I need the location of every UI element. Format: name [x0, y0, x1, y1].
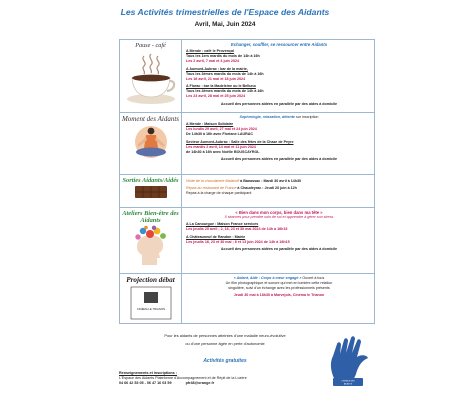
meditation-icon — [125, 124, 177, 162]
visit-line: Visite de la chocolaterie Malakoff à Banassac : Mardi 30 avril à 14h30 — [186, 179, 302, 183]
note-ateliers: Accueil des personnes aidées en parallèle par des aides à domicile — [220, 247, 338, 252]
place-mende-moment: A Mende : Maison Solidaire — [186, 122, 234, 127]
audience-line-1: Pour les aidants de personnes atteintes d'une maladie neuro-évolutive — [164, 333, 286, 338]
subheading-ateliers: 5 séances pour prendre soin de soi et apprendre à gérer son stress — [224, 215, 334, 219]
row-ateliers — [120, 208, 374, 274]
chocolate-icon — [131, 184, 171, 200]
logo-text-2: AIDANTS — [343, 383, 353, 386]
film-description-1: Un film photographique et sonore qui met en lumière cette relation — [225, 281, 333, 285]
row-sorties — [120, 175, 374, 208]
content-moment — [186, 115, 372, 162]
time-aumont-moment: de 14h30 à 16h avec Noëlle BOUSCAYROL — [186, 149, 260, 154]
dates-mende-moment: Les lundis 29 avril, 27 mai et 24 juin 2024 — [186, 127, 257, 132]
label-ateliers: Ateliers Bien-être des Aidants — [122, 210, 179, 224]
label-cell-sorties — [120, 175, 182, 207]
contact-org: L'Espace des Aidants Plateforme d'Accompagnement et de Répit de la Lozère — [119, 376, 247, 381]
place-mende-cafe: A Mende : café le Provençal — [186, 49, 235, 54]
label-projection: Projection débat — [126, 276, 175, 284]
film-description-2: singulière, suivi d'un échange avec les professionnels présents — [228, 286, 330, 290]
time-mende-moment: De 14h30 à 16h avec Floriane LAURAC — [186, 132, 253, 137]
content-projection — [186, 276, 372, 298]
logo-text-1: L'ESPACE DES — [341, 380, 355, 383]
label-cell-projection — [120, 274, 182, 323]
row-projection — [120, 274, 374, 323]
note-moment: Accueil des personnes aidées en parallèle par des aides à domicile — [220, 157, 338, 162]
dates-mende-cafe: Les 2 avril, 7 mai et 4 juin 2024 — [186, 59, 240, 64]
dates-aumont-moment: Les mardis 2 avril, 14 mai et 11 juin 2024 — [186, 144, 256, 149]
film-title-line: « Aidant, Aidé : Corps à cœur engagé » Ouvert à tous — [233, 276, 325, 280]
contact-line — [119, 381, 319, 386]
schedule-florac-cafe: Tous les 4èmes mardis du mois de 14h à 16h — [186, 89, 264, 94]
content-ateliers — [186, 210, 372, 252]
svg-text:CINÉMA LE TRIANON: CINÉMA LE TRIANON — [136, 307, 165, 311]
page-title: Les Activités trimestrielles de l'Espace des Aidants — [120, 7, 330, 17]
free-activities: Activités gratuites — [203, 358, 247, 364]
row-pause-cafe — [120, 40, 374, 113]
content-sorties — [186, 179, 372, 196]
coffee-cup-icon — [124, 50, 178, 106]
label-cell-pause-cafe — [120, 40, 182, 112]
hand-logo-icon — [321, 330, 383, 392]
contact-phones: 04 66 42 53 05 - 06 47 16 03 59 — [119, 381, 172, 386]
contact-title: Renseignements et inscriptions : — [119, 371, 177, 375]
meal-line: Repas au restaurant de France à Chaudeyrac : Jeudi 20 juin à 12h — [186, 186, 297, 191]
schedule-table — [119, 39, 375, 324]
dates-chateauneuf: Les jeudis 16, 23 et 30 mai ; 6 et 13 juin 2024 de 14h à 16h15 — [186, 239, 290, 244]
wellbeing-head-icon — [126, 225, 176, 269]
dates-canourgue: Les jeudis 25 avril ; 2, 16, 23 et 30 mai 2024 de 14h à 16h15 — [186, 227, 288, 232]
heading-pause-cafe: Echanger, souffler, se ressourcer entre Aidants — [230, 42, 328, 47]
dates-aumont-cafe: Les 16 avril, 21 mai et 18 juin 2024 — [186, 76, 246, 81]
row-moment — [120, 113, 374, 175]
place-aumont-cafe: A Aumont-Aubrac : bar de la mairie, — [186, 66, 248, 71]
label-cell-moment — [120, 113, 182, 174]
page-subtitle: Avril, Mai, Juin 2024 — [194, 21, 256, 28]
place-canourgue: A La Canourgue : Maison France services — [186, 222, 259, 227]
contact-block — [119, 371, 319, 387]
note-pause-cafe: Accueil des personnes aidées en parallèle par des aides à domicile — [220, 101, 338, 106]
schedule-aumont-cafe: Tous les 3èmes mardis du mois de 14h à 16h — [186, 71, 264, 76]
dates-florac-cafe: Les 23 avril, 28 mai et 25 juin 2024 — [186, 94, 246, 99]
contact-email[interactable]: pfr48@orange.fr — [185, 381, 215, 386]
place-aumont-moment: Secteur Aumont-Aubrac : Salle des fêtes de la Chaze de Peyre — [186, 139, 294, 144]
label-moment: Moment des Aidants — [121, 115, 180, 123]
projection-date: Jeudi 30 mai à 18h30 à Marvejols, Cinéma le Trianon — [233, 293, 325, 298]
heading-ateliers: « Bien dans mon corps, bien dans ma tête » — [235, 210, 323, 215]
place-chateauneuf: A Châteauneuf de Randon : Mairie — [186, 234, 246, 239]
label-cell-ateliers — [120, 208, 182, 273]
content-pause-cafe — [186, 42, 372, 107]
audience-line-2: ou d'une personne âgée en perte d'autonomie — [185, 341, 265, 346]
cinema-poster-icon — [129, 286, 173, 320]
place-florac-cafe: A Florac : bar la Madeleine ou le Belluno — [186, 84, 256, 89]
heading-moment: Sophrologie, relaxation, détente sur inscription — [239, 115, 319, 119]
meal-note: Repas à la charge de chaque participant — [186, 191, 252, 196]
schedule-mende-cafe: Tous les 1ers mardis du mois de 14h à 16h — [186, 54, 260, 59]
label-pause-cafe: Pause - café — [135, 42, 166, 49]
label-sorties: Sorties Aidants/Aidés — [122, 177, 179, 184]
